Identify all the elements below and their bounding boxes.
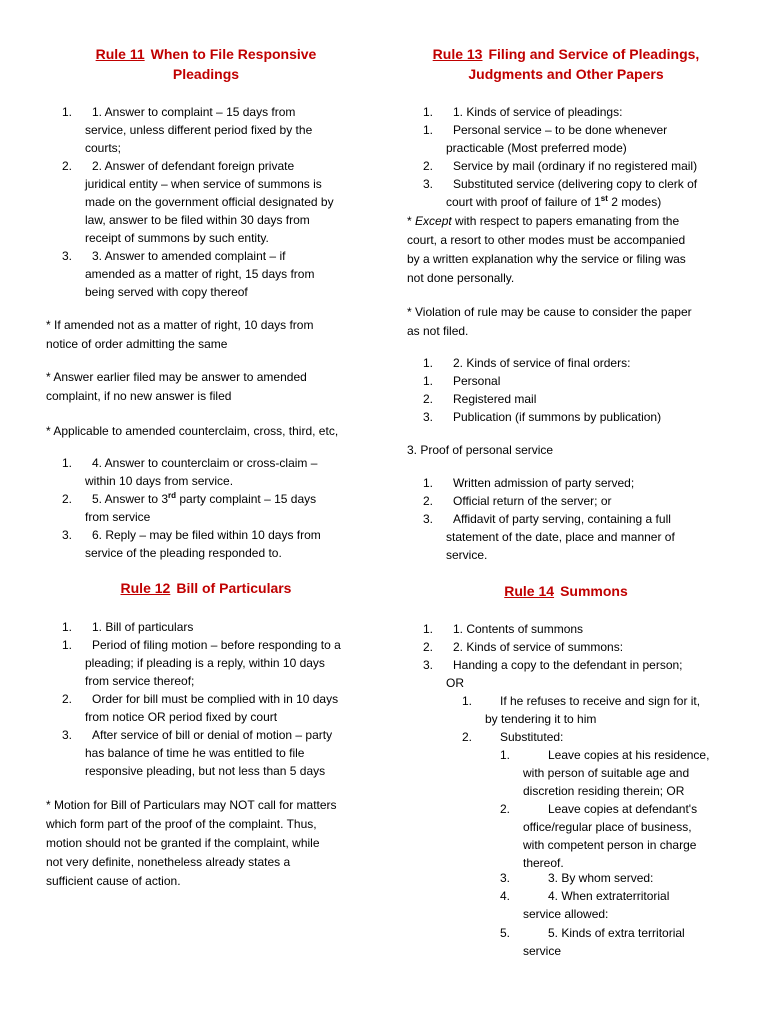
rule12-number: Rule 12	[120, 580, 171, 596]
rule14-item3-line1: Handing a copy to the defendant in person;	[453, 658, 683, 672]
list-marker: 1.	[62, 105, 73, 119]
list-marker: 3.	[423, 410, 434, 424]
list-marker: 1.	[423, 356, 434, 370]
rule13-p1: Written admission of party served;	[453, 476, 635, 490]
list-marker: 2.	[462, 730, 473, 744]
rule14-item2: 2. Kinds of service of summons:	[453, 640, 624, 654]
rule14-b2-line4: thereof.	[523, 856, 564, 870]
rule11-item5-text-b: party complaint – 15 days	[176, 492, 317, 506]
rule12-note-line2: which form part of the proof of the complaint. Thus,	[46, 817, 317, 831]
list-marker: 1.	[500, 748, 511, 762]
rule12-sub1-line1: Period of filing motion – before responding to a	[92, 638, 341, 652]
list-marker: 3.	[62, 528, 73, 542]
rule13-note2-line1: * Violation of rule may be cause to consider the paper	[407, 305, 692, 319]
rule14-b4-line2: service allowed:	[523, 907, 609, 921]
rule11-heading	[40, 44, 372, 84]
rule14-b1-line2: with person of suitable age and	[523, 766, 690, 780]
rule14-b2-line3: with competent person in charge	[523, 838, 697, 852]
rule13-s3-text-b: 2 modes)	[607, 195, 662, 209]
rule11-item2-line1: 2. Answer of defendant foreign private	[92, 159, 295, 173]
rule13-note1-line2: court, a resort to other modes must be accompanied	[407, 233, 686, 247]
list-marker: 2.	[423, 494, 434, 508]
list-marker: 3.	[423, 177, 434, 191]
rule13-s3-superscript: st	[600, 194, 608, 203]
rule12-sub3-line3: responsive pleading, but not less than 5 days	[85, 764, 326, 778]
rule13-s1-line1: Personal service – to be done whenever	[453, 123, 668, 137]
rule11-item1-line1: 1. Answer to complaint – 15 days from	[92, 105, 296, 119]
rule11-item2-line2: juridical entity – when service of summons is	[85, 177, 322, 191]
rule11-item1-line2: service, unless different period fixed by the	[85, 123, 313, 137]
rule13-note1-rest: with respect to papers emanating from the	[451, 214, 680, 228]
rule13-note1-except: Except	[415, 214, 452, 228]
rule11-item5-line2: from service	[85, 510, 151, 524]
rule11-item3-line1: 3. Answer to amended complaint – if	[92, 249, 286, 263]
rule11-item4-line1: 4. Answer to counterclaim or cross-claim –	[92, 456, 318, 470]
rule12-sub3-line1: After service of bill or denial of motion – party	[92, 728, 333, 742]
list-marker: 5.	[500, 926, 511, 940]
rule13-s3-line1: Substituted service (delivering copy to clerk of	[453, 177, 698, 191]
list-marker: 1.	[62, 456, 73, 470]
rule13-p3-line1: Affidavit of party serving, containing a full	[453, 512, 671, 526]
list-marker: 1.	[423, 123, 434, 137]
rule12-sub2-line2: from notice OR period fixed by court	[85, 710, 278, 724]
rule11-item4-line2: within 10 days from service.	[85, 474, 234, 488]
rule14-number: Rule 14	[504, 583, 555, 599]
rule13-k3: Publication (if summons by publication)	[453, 410, 662, 424]
rule13-s2: Service by mail (ordinary if no registered mail)	[453, 159, 698, 173]
list-marker: 2.	[62, 692, 73, 706]
rule11-note1-line1: * If amended not as a matter of right, 10 days from	[46, 318, 314, 332]
rule14-b2-line2: office/regular place of business,	[523, 820, 692, 834]
rule11-note3: * Applicable to amended counterclaim, cross, third, etc,	[46, 424, 339, 438]
rule11-item5-text-a: 5. Answer to 3	[92, 492, 169, 506]
rule14-a1-line2: by tendering it to him	[485, 712, 597, 726]
list-marker: 1.	[62, 638, 73, 652]
rule11-title-line1: When to File Responsive	[150, 46, 317, 62]
rule13-note1-line3: by a written explanation why the service or filing was	[407, 252, 686, 266]
rule11-item2-line3: made on the government official designated by	[85, 195, 334, 209]
list-marker: 1.	[423, 105, 434, 119]
rule11-item2-line4: law, answer to be filed within 30 days from	[85, 213, 310, 227]
rule13-k2: Registered mail	[453, 392, 537, 406]
rule13-heading	[400, 44, 732, 84]
rule14-item1: 1. Contents of summons	[453, 622, 584, 636]
rule12-note-line5: sufficient cause of action.	[46, 874, 181, 888]
rule13-p2: Official return of the server; or	[453, 494, 612, 508]
rule13-item1: 1. Kinds of service of pleadings:	[453, 105, 623, 119]
rule13-note2-line2: as not filed.	[407, 324, 469, 338]
rule11-item5-line1	[92, 490, 316, 508]
rule13-s3-text-a: court with proof of failure of 1	[446, 195, 601, 209]
rule12-sub2-line1: Order for bill must be complied with in 10 days	[92, 692, 339, 706]
rule13-s1-line2: practicable (Most preferred mode)	[446, 141, 627, 155]
list-marker: 1.	[462, 694, 473, 708]
rule11-number: Rule 11	[95, 46, 145, 62]
list-marker: 4.	[500, 889, 511, 903]
list-marker: 3.	[423, 658, 434, 672]
rule13-note1-line1	[407, 212, 679, 230]
list-marker: 1.	[423, 476, 434, 490]
rule11-item1-line3: courts;	[85, 141, 122, 155]
rule13-s3-line2	[446, 193, 661, 211]
rule13-note1-star: *	[407, 214, 416, 228]
rule12-item1: 1. Bill of particulars	[92, 620, 194, 634]
rule13-p3-line2: statement of the date, place and manner of	[446, 530, 675, 544]
rule12-heading	[40, 578, 372, 598]
rule11-item6-line2: service of the pleading responded to.	[85, 546, 282, 560]
rule14-b4-line1: 4. When extraterritorial	[548, 889, 670, 903]
rule13-note1-line4: not done personally.	[407, 271, 515, 285]
list-marker: 2.	[423, 159, 434, 173]
rule12-sub3-line2: has balance of time he was entitled to file	[85, 746, 305, 760]
rule14-b5-line1: 5. Kinds of extra territorial	[548, 926, 685, 940]
list-marker: 1.	[423, 374, 434, 388]
rule13-item2: 2. Kinds of service of final orders:	[453, 356, 631, 370]
rule12-sub1-line3: from service thereof;	[85, 674, 195, 688]
list-marker: 2.	[62, 159, 73, 173]
rule14-title: Summons	[560, 583, 628, 599]
rule14-b5-line2: service	[523, 944, 562, 958]
rule14-item3-line2: OR	[446, 676, 464, 690]
rule11-note2-line1: * Answer earlier filed may be answer to amended	[46, 370, 307, 384]
rule12-title: Bill of Particulars	[176, 580, 292, 596]
rule14-a1-line1: If he refuses to receive and sign for it,	[500, 694, 701, 708]
list-marker: 2.	[500, 802, 511, 816]
list-marker: 2.	[423, 392, 434, 406]
rule14-b1-line1: Leave copies at his residence,	[548, 748, 710, 762]
list-marker: 1.	[423, 622, 434, 636]
rule13-p3-line3: service.	[446, 548, 488, 562]
list-marker: 3.	[500, 871, 511, 885]
rule11-item6-line1: 6. Reply – may be filed within 10 days from	[92, 528, 321, 542]
rule11-note2-line2: complaint, if no new answer is filed	[46, 389, 232, 403]
rule11-item2-line5: receipt of summons by such entity.	[85, 231, 269, 245]
rule13-k1: Personal	[453, 374, 501, 388]
rule13-item3: 3. Proof of personal service	[407, 443, 554, 457]
rule14-heading	[400, 581, 732, 601]
rule14-b1-line3: discretion residing therein; OR	[523, 784, 685, 798]
rule12-note-line1: * Motion for Bill of Particulars may NOT call for matters	[46, 798, 337, 812]
rule11-item3-line2: amended as a matter of right, 15 days from	[85, 267, 315, 281]
rule13-number: Rule 13	[432, 46, 483, 62]
rule14-b2-line1: Leave copies at defendant's	[548, 802, 698, 816]
list-marker: 1.	[62, 620, 73, 634]
rule13-title-line1: Filing and Service of Pleadings,	[488, 46, 700, 62]
list-marker: 2.	[62, 492, 73, 506]
list-marker: 3.	[62, 249, 73, 263]
rule11-note1-line2: notice of order admitting the same	[46, 337, 228, 351]
rule12-sub1-line2: pleading; if pleading is a reply, within 10 days	[85, 656, 325, 670]
rule11-item3-line3: being served with copy thereof	[85, 285, 248, 299]
list-marker: 3.	[62, 728, 73, 742]
rule12-note-line3: motion should not be granted if the complaint, while	[46, 836, 320, 850]
rule13-title-line2: Judgments and Other Papers	[468, 66, 664, 82]
list-marker: 3.	[423, 512, 434, 526]
list-marker: 2.	[423, 640, 434, 654]
rule12-note-line4: not very definite, nonetheless already states a	[46, 855, 291, 869]
rule14-a2: Substituted:	[500, 730, 564, 744]
rule14-b3: 3. By whom served:	[548, 871, 654, 885]
rule11-title-line2: Pleadings	[172, 66, 240, 82]
rule11-item5-superscript: rd	[168, 491, 177, 500]
